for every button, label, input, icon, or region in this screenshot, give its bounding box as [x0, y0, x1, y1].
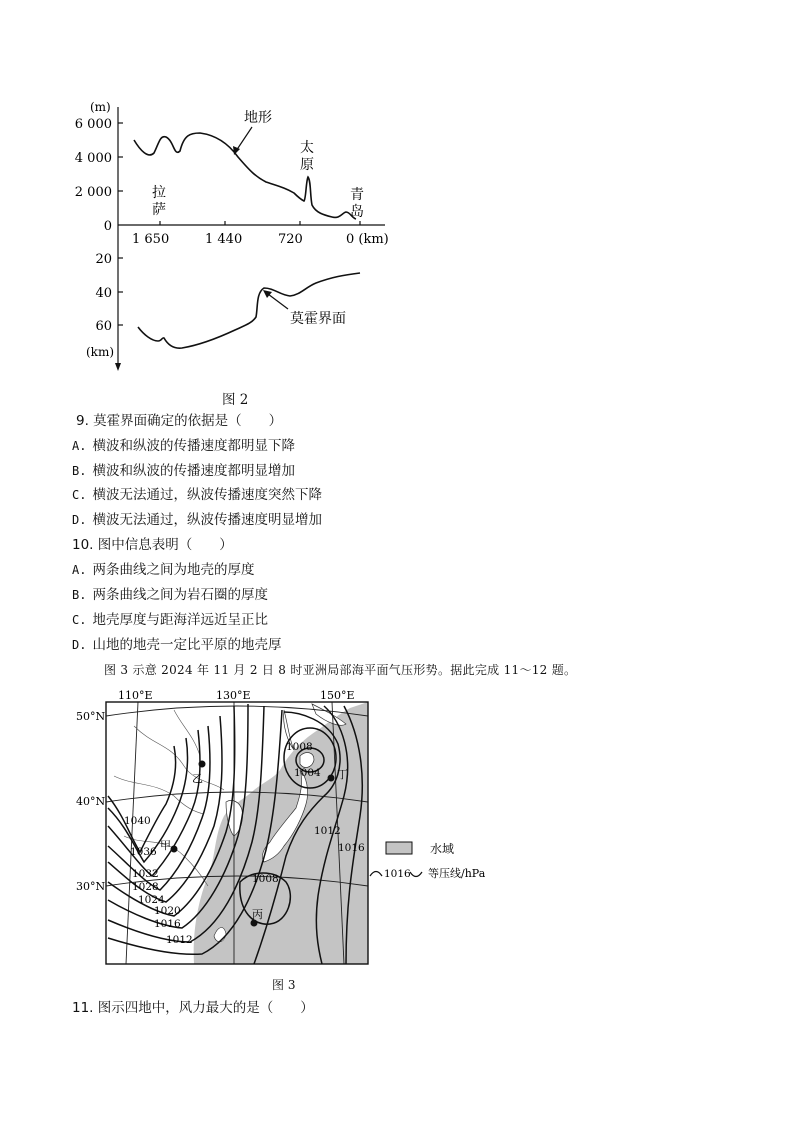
y-unit-top: (m) [90, 100, 111, 114]
isobar-label-1016: 1016 [154, 918, 181, 930]
y-tick-60: 60 [95, 319, 112, 334]
question-9-option-a[interactable] [72, 437, 295, 455]
lat-50: 50°N [76, 710, 106, 723]
x-tick-1440: 1 440 [205, 232, 243, 247]
lon-130: 130°E [216, 689, 251, 702]
isobar-label-1008-north: 1008 [286, 741, 313, 753]
option-text: 横波和纵波的传播速度都明显下降 [92, 438, 295, 454]
lat-40: 40°N [76, 795, 106, 808]
option-letter: D. [72, 638, 87, 652]
isobar-label-1016-east: 1016 [338, 842, 365, 854]
figure-3-intro: 图 3 示意 2024 年 11 月 2 日 8 时亚洲局部海平面气压形势。据此完成 11～12 题。 [104, 663, 577, 677]
point-ding-label: 丁 [337, 768, 348, 781]
y-tick-4000: 4 000 [74, 151, 112, 166]
isobar-label-1032: 1032 [132, 868, 159, 880]
option-letter: A. [72, 439, 87, 453]
point-ding-marker [328, 775, 335, 782]
question-9-option-b[interactable] [72, 462, 295, 480]
legend-water-label: 水域 [430, 842, 455, 856]
isobar-label-1004: 1004 [294, 767, 321, 779]
isobar-label-1012: 1012 [166, 934, 193, 946]
place-qingdao-2: 岛 [350, 204, 364, 220]
legend-isobar-value: 1016 [384, 868, 411, 880]
moho-arrow-icon [263, 290, 272, 298]
option-text: 横波无法通过，纵波传播速度突然下降 [92, 487, 322, 503]
x-tick-720: 720 [278, 232, 303, 247]
option-letter: C. [72, 488, 87, 502]
option-text: 两条曲线之间为地壳的厚度 [92, 562, 255, 578]
point-jia-marker [171, 846, 178, 853]
lat-30: 30°N [76, 880, 106, 893]
depth-arrow-icon [115, 363, 121, 371]
lon-110: 110°E [118, 689, 153, 702]
option-letter: A. [72, 563, 87, 577]
isobar-label-1040: 1040 [124, 815, 151, 827]
option-letter: D. [72, 513, 87, 527]
x-tick-1650: 1 650 [132, 232, 170, 247]
y-tick-20: 20 [95, 252, 112, 267]
legend-isobar-left-icon [370, 872, 382, 877]
label-moho: 莫霍界面 [290, 311, 346, 327]
y-unit-bottom: (km) [86, 345, 115, 359]
point-yi-marker [199, 761, 206, 768]
option-text: 横波无法通过，纵波传播速度明显增加 [92, 512, 322, 528]
option-text: 横波和纵波的传播速度都明显增加 [92, 463, 295, 479]
isobar-label-1008-south: 1008 [252, 873, 279, 885]
place-lasa-2: 萨 [152, 202, 166, 218]
terrain-pointer [236, 127, 252, 151]
moho-pointer [268, 294, 288, 309]
question-10-stem: 10. 图中信息表明（ ） [72, 537, 233, 553]
isobar-label-1036: 1036 [130, 846, 157, 858]
figure-3-caption: 图 3 [272, 978, 296, 992]
point-jia-label: 甲 [160, 839, 171, 852]
option-text: 山地的地壳一定比平原的地壳厚 [92, 637, 282, 653]
point-bing-label: 丙 [252, 908, 263, 921]
question-10-option-b[interactable] [72, 586, 268, 604]
question-10-option-d[interactable] [72, 636, 281, 654]
y-ticks-depth [118, 258, 123, 325]
place-taiyuan-1: 太 [300, 140, 314, 156]
lon-150: 150°E [320, 689, 355, 702]
isobar-label-1020: 1020 [154, 905, 181, 917]
question-9-option-c[interactable] [72, 486, 322, 504]
y-tick-40: 40 [95, 286, 112, 301]
figure-2-caption: 图 2 [222, 392, 249, 408]
option-text: 两条曲线之间为岩石圈的厚度 [92, 587, 268, 603]
isobar-label-1012-east: 1012 [314, 825, 341, 837]
y-tick-0: 0 [103, 219, 112, 234]
option-letter: C. [72, 613, 87, 627]
isobar-label-1028: 1028 [132, 881, 159, 893]
question-11-stem: 11. 图示四地中，风力最大的是（ ） [72, 1000, 314, 1016]
label-terrain: 地形 [244, 110, 272, 126]
question-10-option-a[interactable] [72, 561, 254, 579]
option-letter: B. [72, 464, 87, 478]
place-lasa-1: 拉 [152, 185, 166, 201]
place-taiyuan-2: 原 [300, 157, 314, 173]
y-tick-2000: 2 000 [74, 185, 112, 200]
question-9-stem: 9. 莫霍界面确定的依据是（ ） [76, 413, 283, 429]
y-tick-6000: 6 000 [74, 117, 112, 132]
isobar-label-1024: 1024 [138, 894, 165, 906]
legend-isobar-right-icon [410, 872, 422, 877]
y-ticks-elevation [118, 123, 123, 191]
legend-water-swatch [386, 842, 412, 854]
option-text: 地壳厚度与距海洋远近呈正比 [92, 612, 268, 628]
place-qingdao-1: 青 [350, 187, 364, 203]
figure-2-crust-profile [70, 95, 420, 380]
question-10-option-c[interactable] [72, 611, 268, 629]
question-9-option-d[interactable] [72, 511, 322, 529]
figure-3-pressure-map [74, 686, 534, 996]
x-tick-0: 0 (km) [346, 232, 389, 247]
option-letter: B. [72, 588, 87, 602]
legend-isobar-text: 等压线/hPa [428, 867, 486, 880]
terrain-curve [134, 133, 356, 219]
point-yi-label: 乙 [192, 772, 203, 785]
